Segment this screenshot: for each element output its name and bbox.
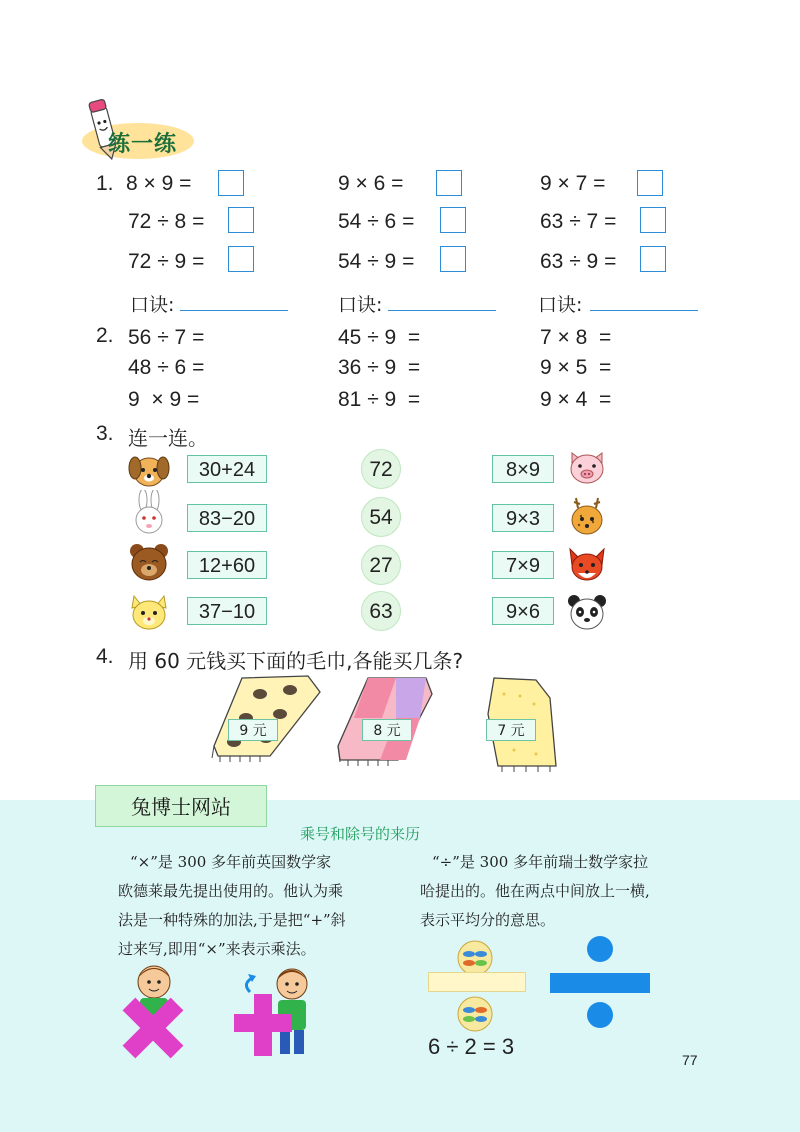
equation-text: 72 ÷ 9 = [128, 250, 205, 273]
koujue-answer-line[interactable] [180, 310, 288, 311]
boy-holding-multiply-sign-icon [108, 960, 198, 1064]
equation-text: 9 × 6 = [338, 172, 404, 195]
page-number: 77 [682, 1052, 698, 1068]
left-paragraph [118, 848, 398, 964]
equation-text: 63 ÷ 7 = [540, 210, 617, 233]
division-sign-icon [548, 935, 652, 1031]
equation-text: 56 ÷ 7 = [128, 326, 205, 349]
question-number: 3. [96, 422, 114, 445]
equation-text: 8 × 9 = [126, 172, 192, 195]
panda-face-icon [566, 592, 608, 632]
koujue-answer-line[interactable] [590, 310, 698, 311]
equation-text: 63 ÷ 9 = [540, 250, 617, 273]
question-text: 连一连。 [128, 426, 208, 450]
equation-text: 48 ÷ 6 = [128, 356, 205, 379]
right-paragraph [420, 848, 710, 935]
answer-box[interactable] [637, 170, 663, 196]
answer-box[interactable] [440, 207, 466, 233]
match-number[interactable]: 72 [361, 449, 401, 489]
match-expression[interactable]: 9×3 [492, 504, 554, 532]
koujue-label: 口诀: [130, 294, 175, 316]
koujue-answer-line[interactable] [388, 310, 496, 311]
match-number[interactable]: 27 [361, 545, 401, 585]
equation-text: 81 ÷ 9 = [338, 388, 421, 411]
price-tag: 8 元 [362, 719, 412, 741]
equation-text: 45 ÷ 9 = [338, 326, 421, 349]
equation-text: 72 ÷ 8 = [128, 210, 205, 233]
pig-face-icon [566, 447, 608, 487]
match-expression[interactable]: 37−10 [187, 597, 267, 625]
equation-text: 7 × 8 = [540, 326, 612, 349]
equation-text: 54 ÷ 6 = [338, 210, 415, 233]
match-expression[interactable]: 7×9 [492, 551, 554, 579]
paragraph-line: 欧德莱最先提出使用的。他认为乘 [118, 882, 344, 900]
candy-plate-icon [452, 994, 498, 1034]
answer-box[interactable] [440, 246, 466, 272]
equation-text: 54 ÷ 9 = [338, 250, 415, 273]
fox-face-icon [566, 545, 608, 585]
price-tag: 7 元 [486, 719, 536, 741]
dog-face-icon [128, 450, 170, 490]
equation-text: 9 × 4 = [540, 388, 612, 411]
koujue-label: 口诀: [538, 294, 583, 316]
deer-face-icon [566, 496, 608, 536]
match-expression[interactable]: 9×6 [492, 597, 554, 625]
rabbit-face-icon [130, 490, 168, 536]
paragraph-line: “×”是 300 多年前英国数学家 [130, 853, 332, 871]
boy-holding-plus-sign-icon [232, 962, 324, 1062]
koujue-label: 口诀: [338, 294, 383, 316]
question-number: 4. [96, 645, 114, 668]
answer-box[interactable] [228, 246, 254, 272]
equation-text: 36 ÷ 9 = [338, 356, 421, 379]
match-expression[interactable]: 8×9 [492, 455, 554, 483]
match-number[interactable]: 54 [361, 497, 401, 537]
section-title: 练一练 [108, 132, 178, 157]
match-expression[interactable]: 30+24 [187, 455, 267, 483]
division-equation: 6 ÷ 2 = 3 [428, 1034, 515, 1059]
equation-text: 9 × 7 = [540, 172, 606, 195]
paragraph-line: 法是一种特殊的加法,于是把“+”斜 [118, 911, 346, 929]
question-number: 2. [96, 324, 114, 347]
answer-box[interactable] [436, 170, 462, 196]
match-expression[interactable]: 12+60 [187, 551, 267, 579]
article-title: 乘号和除号的来历 [300, 825, 421, 843]
question-number: 1. [96, 172, 114, 195]
answer-box[interactable] [640, 207, 666, 233]
paragraph-line: 过来写,即用“×”来表示乘法。 [118, 940, 316, 958]
paragraph-line: 哈提出的。他在两点中间放上一横, [420, 882, 650, 900]
paragraph-line: 表示平均分的意思。 [420, 911, 556, 929]
match-number[interactable]: 63 [361, 591, 401, 631]
equation-text: 9 × 9 = [128, 388, 200, 411]
question-text: 用 60 元钱买下面的毛巾,各能买几条? [128, 649, 464, 673]
bear-face-icon [128, 542, 170, 582]
answer-box[interactable] [640, 246, 666, 272]
match-expression[interactable]: 83−20 [187, 504, 267, 532]
cat-face-icon [128, 592, 170, 632]
answer-box[interactable] [218, 170, 244, 196]
equation-text: 9 × 5 = [540, 356, 612, 379]
price-tag: 9 元 [228, 719, 278, 741]
answer-box[interactable] [228, 207, 254, 233]
paragraph-line: “÷”是 300 多年前瑞士数学家拉 [432, 853, 649, 871]
fraction-bar [428, 972, 526, 992]
site-tab: 兔博士网站 [95, 785, 267, 827]
